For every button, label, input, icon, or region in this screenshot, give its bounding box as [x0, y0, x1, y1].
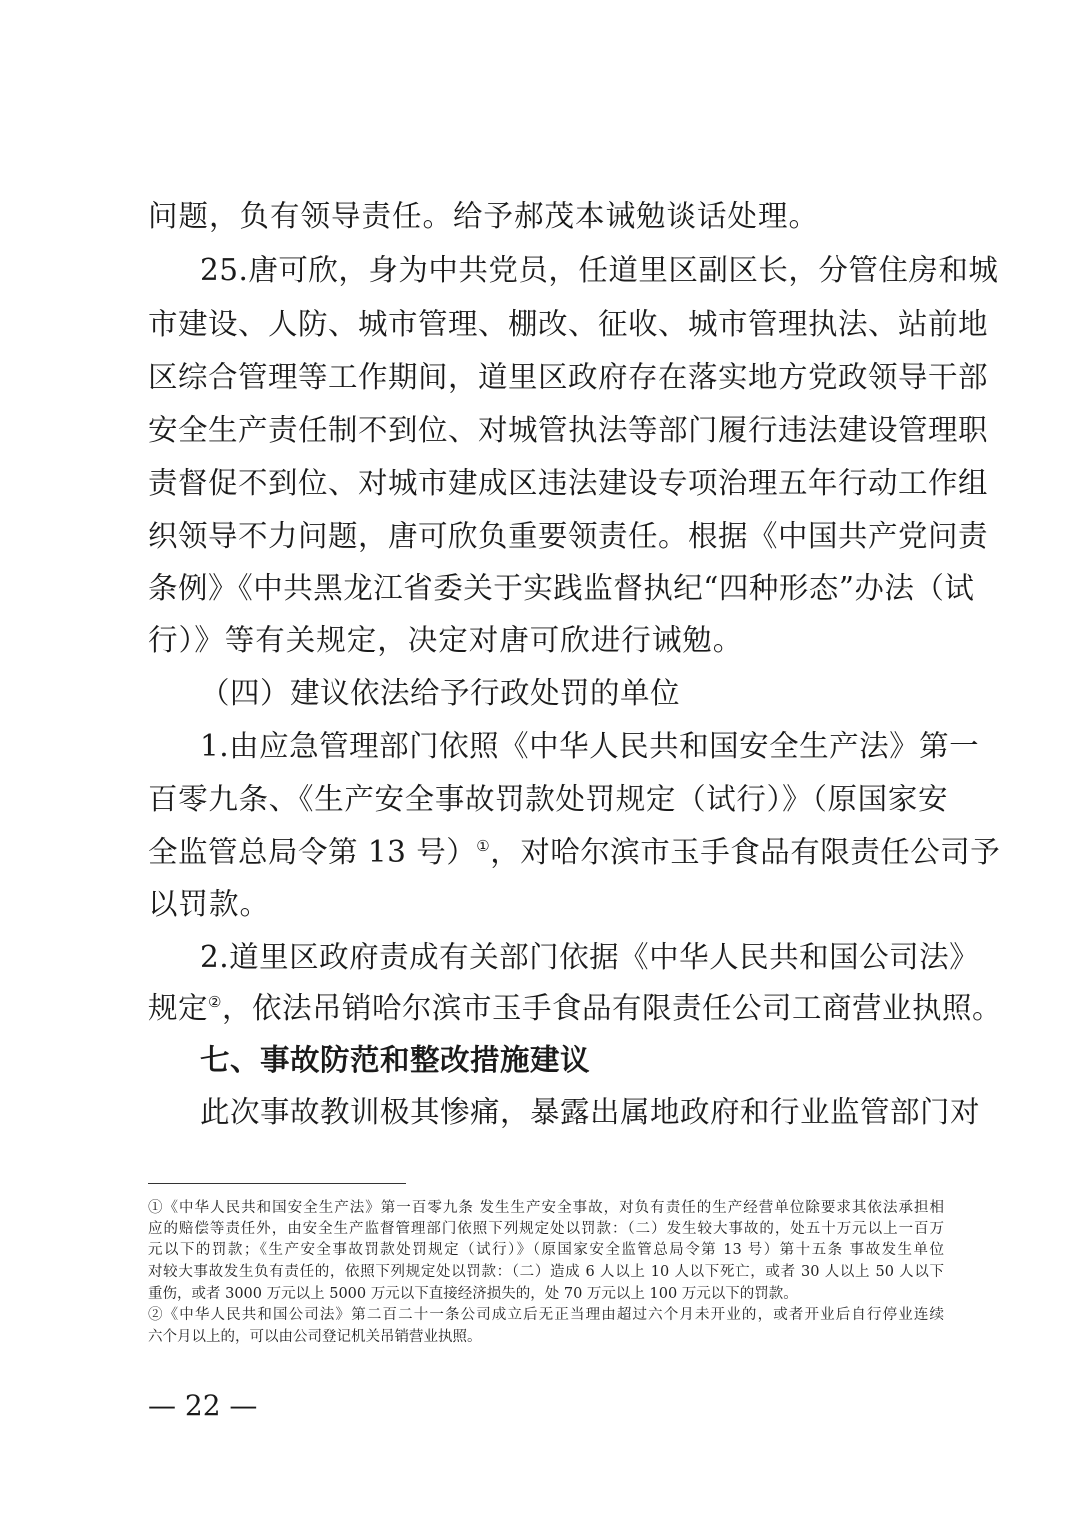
body-line-13-part-b: ，对哈尔滨市玉手食品有限责任公司予 [490, 835, 1001, 869]
body-line-5: 安全生产责任制不到位、对城管执法等部门履行违法建设管理职 [148, 413, 989, 447]
body-line-9: 行）》等有关规定，决定对唐可欣进行诫勉。 [148, 623, 744, 657]
body-line-7: 织领导不力问题，唐可欣负重要领责任。根据《中国共产党问责 [148, 519, 989, 553]
body-line-14: 以罚款。 [148, 887, 271, 921]
footnote-marker-1: ① [476, 837, 491, 856]
body-line-15: 2.道里区政府责成有关部门依据《中华人民共和国公司法》 [200, 940, 980, 974]
footnote-line-7: 六个月以上的，可以由公司登记机关吊销营业执照。 [148, 1329, 482, 1345]
footnote-marker-2: ② [208, 993, 222, 1012]
body-line-4: 区综合管理等工作期间，道里区政府存在落实地方党政领导干部 [148, 360, 989, 394]
footnote-divider [148, 1183, 406, 1184]
body-line-1: 问题，负有领导责任。给予郝茂本诫勉谈话处理。 [148, 199, 820, 233]
section-heading: 七、事故防范和整改措施建议 [200, 1043, 591, 1077]
body-line-12: 百零九条、《生产安全事故罚款处罚规定（试行）》（原国家安 [148, 782, 948, 816]
footnote-line-4: 对较大事故发生负有责任的，依照下列规定处以罚款：（二）造成 6 人以上 10 人以下死亡，或者 30 人以上 50 人以下 [148, 1264, 944, 1280]
body-line-8: 条例》《中共黑龙江省委关于实践监督执纪“四种形态”办法（试 [148, 571, 975, 605]
page-number: — 22 — [148, 1389, 258, 1422]
body-line-16 [148, 988, 1002, 1028]
body-line-13 [148, 832, 1001, 872]
footnote-line-6: ②《中华人民共和国公司法》第二百二十一条公司成立后无正当理由超过六个月未开业的，或者开业后自行停业连续 [148, 1307, 944, 1323]
body-line-13-part-a: 全监管总局令第 13 号） [148, 835, 477, 869]
body-line-16-part-b: ，依法吊销哈尔滨市玉手食品有限责任公司工商营业执照。 [221, 991, 1002, 1025]
footnote-line-2: 应的赔偿等责任外，由安全生产监督管理部门依照下列规定处以罚款：（二）发生较大事故的，处五十万元以上一百万 [148, 1221, 944, 1237]
section-subheading: （四）建议依法给予行政处罚的单位 [200, 676, 681, 710]
body-line-3: 市建设、人防、城市管理、棚改、征收、城市管理执法、站前地 [148, 307, 989, 341]
body-line-11: 1.由应急管理部门依照《中华人民共和国安全生产法》第一 [200, 729, 980, 763]
footnote-line-3: 元以下的罚款；《生产安全事故罚款处罚规定（试行）》（原国家安全监管总局令第 13 号）第十五条 事故发生单位 [148, 1242, 944, 1258]
body-line-6: 责督促不到位、对城市建成区违法建设专项治理五年行动工作组 [148, 466, 989, 500]
body-line-2: 25.唐可欣，身为中共党员，任道里区副区长，分管住房和城 [200, 253, 999, 287]
footnote-line-1: ①《中华人民共和国安全生产法》第一百零九条 发生生产安全事故，对负有责任的生产经营单位除要求其依法承担相 [148, 1200, 944, 1216]
body-line-16-part-a: 规定 [148, 991, 209, 1025]
body-line-18: 此次事故教训极其惨痛，暴露出属地政府和行业监管部门对 [200, 1095, 981, 1129]
footnote-line-5: 重伤，或者 3000 万元以上 5000 万元以下直接经济损失的，处 70 万元以上 100 万元以下的罚款。 [148, 1286, 798, 1302]
